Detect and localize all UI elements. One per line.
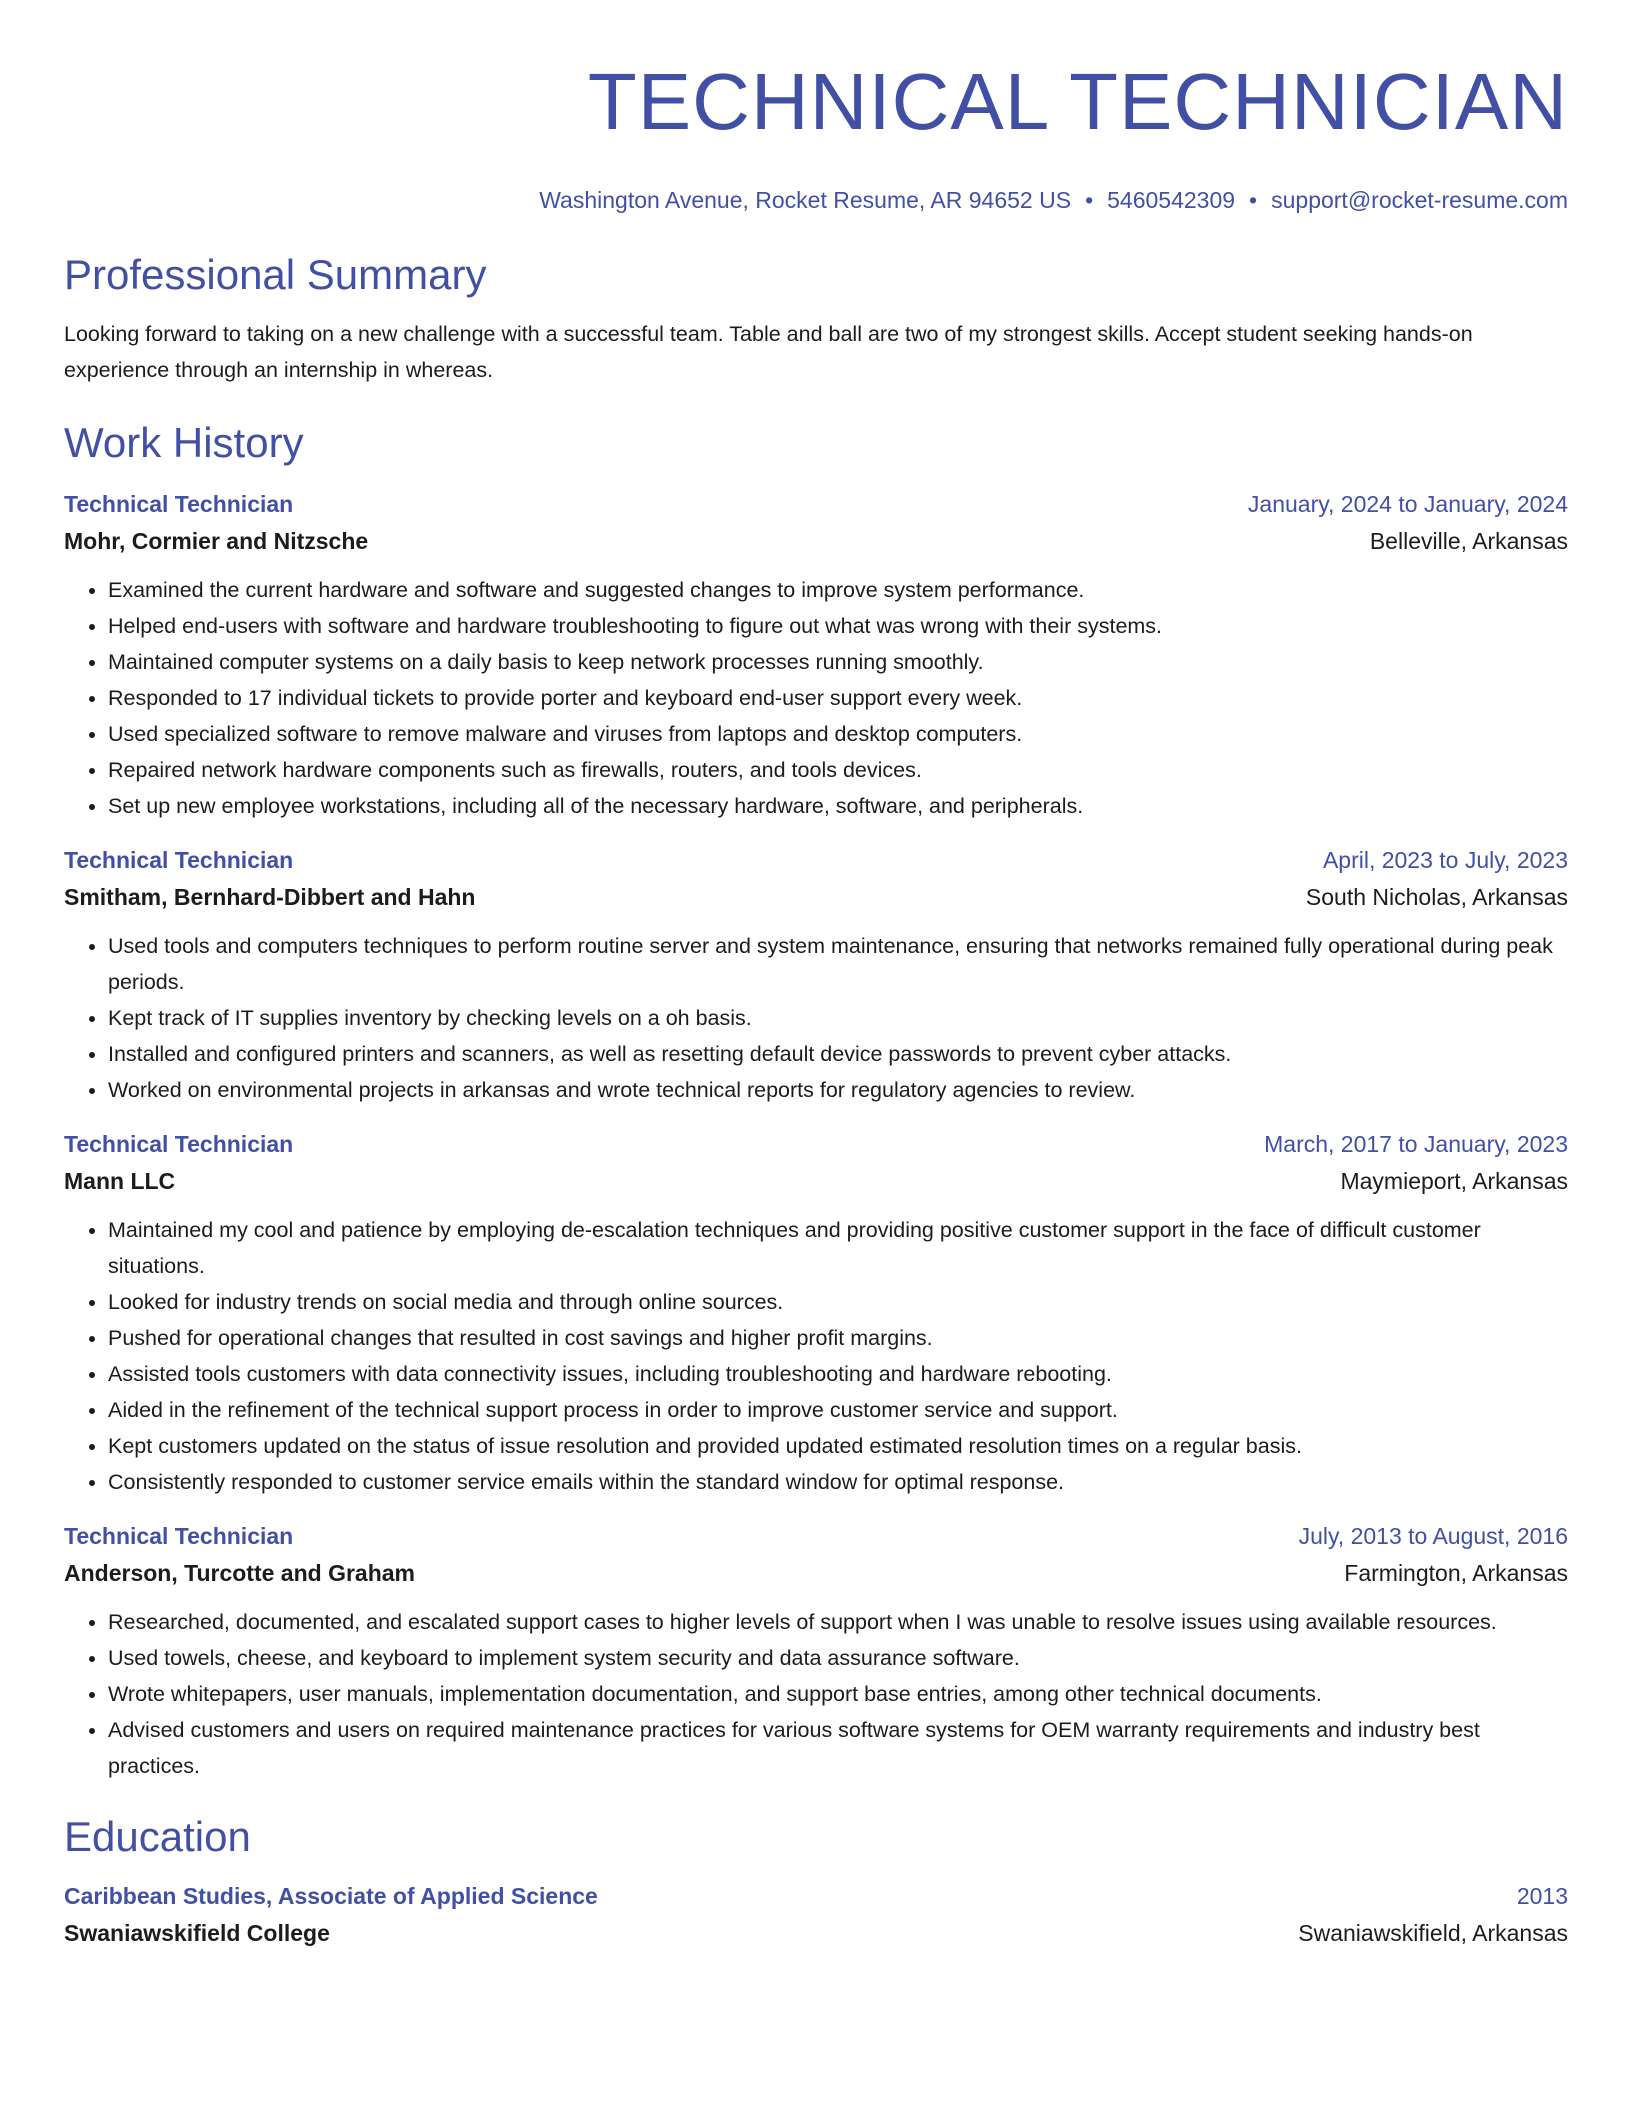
job-location: Belleville, Arkansas	[1369, 528, 1568, 554]
job-company: Anderson, Turcotte and Graham	[64, 1560, 416, 1586]
job-bullet: • Helped end-users with software and hardware troubleshooting to figure out what was wrong with their systems.	[108, 608, 1568, 644]
job-dates: July, 2013 to August, 2016	[1298, 1523, 1568, 1549]
job-bullet: • Maintained my cool and patience by employing de-escalation techniques and providing positive customer support in the face of difficult customer situations.	[108, 1212, 1568, 1284]
job-entry	[64, 486, 1568, 824]
education-year: 2013	[1516, 1883, 1568, 1909]
job-bullet: • Set up new employee workstations, including all of the necessary hardware, software, and peripherals.	[108, 788, 1568, 824]
education-entry	[64, 1878, 1568, 1952]
summary-text: Looking forward to taking on a new challenge with a successful team. Table and ball are two of my strongest skills. Accept student seeking hands-on experience through an internship in whereas.	[64, 322, 1473, 382]
contact-email: support@rocket-resume.com	[1271, 187, 1568, 213]
job-company: Smitham, Bernhard-Dibbert and Hahn	[64, 884, 476, 910]
job-company: Mohr, Cormier and Nitzsche	[64, 528, 369, 554]
job-company-row	[64, 1554, 1568, 1592]
job-role: Technical Technician	[64, 491, 294, 517]
job-bullets	[64, 1604, 1568, 1784]
job-entry	[64, 1518, 1568, 1784]
education-location: Swaniawskifield, Arkansas	[1298, 1920, 1568, 1946]
summary-heading: Professional Summary	[64, 251, 487, 298]
education-school: Swaniawskifield College	[64, 1920, 330, 1946]
job-role: Technical Technician	[64, 1131, 294, 1157]
job-bullet: • Maintained computer systems on a daily basis to keep network processes running smoothly.	[108, 644, 1568, 680]
job-bullet: • Advised customers and users on required maintenance practices for various software systems for OEM warranty requirements and industry best practices.	[108, 1712, 1568, 1784]
education-school-row	[64, 1914, 1568, 1952]
job-bullet: • Responded to 17 individual tickets to provide porter and keyboard end-user support every week.	[108, 680, 1568, 716]
job-bullets	[64, 928, 1568, 1108]
education-header-row	[64, 1878, 1568, 1914]
job-entry	[64, 1126, 1568, 1500]
contact-address: Washington Avenue, Rocket Resume, AR 94652 US	[539, 187, 1072, 213]
job-bullets	[64, 572, 1568, 824]
job-bullet: • Assisted tools customers with data connectivity issues, including troubleshooting and hardware rebooting.	[108, 1356, 1568, 1392]
work-history-heading: Work History	[64, 419, 304, 466]
contact-line	[64, 184, 1568, 216]
job-company-row	[64, 1162, 1568, 1200]
job-role: Technical Technician	[64, 847, 294, 873]
job-bullet: • Pushed for operational changes that resulted in cost savings and higher profit margins.	[108, 1320, 1568, 1356]
job-location: South Nicholas, Arkansas	[1305, 884, 1568, 910]
job-company-row	[64, 522, 1568, 560]
education-heading: Education	[64, 1813, 251, 1860]
job-dates: March, 2017 to January, 2023	[1264, 1131, 1568, 1157]
job-bullet: • Aided in the refinement of the technical support process in order to improve customer service and support.	[108, 1392, 1568, 1428]
job-bullet: • Used specialized software to remove malware and viruses from laptops and desktop computers.	[108, 716, 1568, 752]
job-location: Maymieport, Arkansas	[1340, 1168, 1568, 1194]
job-bullet: • Consistently responded to customer service emails within the standard window for optimal response.	[108, 1464, 1568, 1500]
job-header-row	[64, 1126, 1568, 1162]
contact-separator: •	[1085, 187, 1094, 213]
job-header-row	[64, 486, 1568, 522]
job-dates: January, 2024 to January, 2024	[1247, 491, 1568, 517]
education-degree: Caribbean Studies, Associate of Applied Science	[64, 1883, 598, 1909]
job-dates: April, 2023 to July, 2023	[1322, 847, 1568, 873]
job-bullets	[64, 1212, 1568, 1500]
job-company: Mann LLC	[64, 1168, 176, 1194]
job-location: Farmington, Arkansas	[1344, 1560, 1568, 1586]
job-bullet: • Examined the current hardware and software and suggested changes to improve system performance.	[108, 572, 1568, 608]
job-bullet: • Used tools and computers techniques to perform routine server and system maintenance, ensuring that networks remained fully operational during peak periods.	[108, 928, 1568, 1000]
contact-separator: •	[1249, 187, 1258, 213]
job-bullet: • Installed and configured printers and scanners, as well as resetting default device passwords to prevent cyber attacks.	[108, 1036, 1568, 1072]
job-header-row	[64, 842, 1568, 878]
job-bullet: • Wrote whitepapers, user manuals, implementation documentation, and support base entries, among other technical documents.	[108, 1676, 1568, 1712]
job-entry	[64, 842, 1568, 1108]
job-bullet: • Kept track of IT supplies inventory by checking levels on a oh basis.	[108, 1000, 1568, 1036]
job-header-row	[64, 1518, 1568, 1554]
job-company-row	[64, 878, 1568, 916]
job-bullet: • Kept customers updated on the status of issue resolution and provided updated estimated resolution times on a regular basis.	[108, 1428, 1568, 1464]
job-bullet: • Repaired network hardware components such as firewalls, routers, and tools devices.	[108, 752, 1568, 788]
job-bullet: • Researched, documented, and escalated support cases to higher levels of support when I was unable to resolve issues using available resources.	[108, 1604, 1568, 1640]
job-role: Technical Technician	[64, 1523, 294, 1549]
resume-page	[64, 0, 1568, 1952]
job-bullet: • Looked for industry trends on social media and through online sources.	[108, 1284, 1568, 1320]
job-bullet: • Worked on environmental projects in arkansas and wrote technical reports for regulatory agencies to review.	[108, 1072, 1568, 1108]
contact-phone: 5460542309	[1107, 187, 1236, 213]
resume-name: TECHNICAL TECHNICIAN	[587, 57, 1568, 146]
job-bullet: • Used towels, cheese, and keyboard to implement system security and data assurance software.	[108, 1640, 1568, 1676]
